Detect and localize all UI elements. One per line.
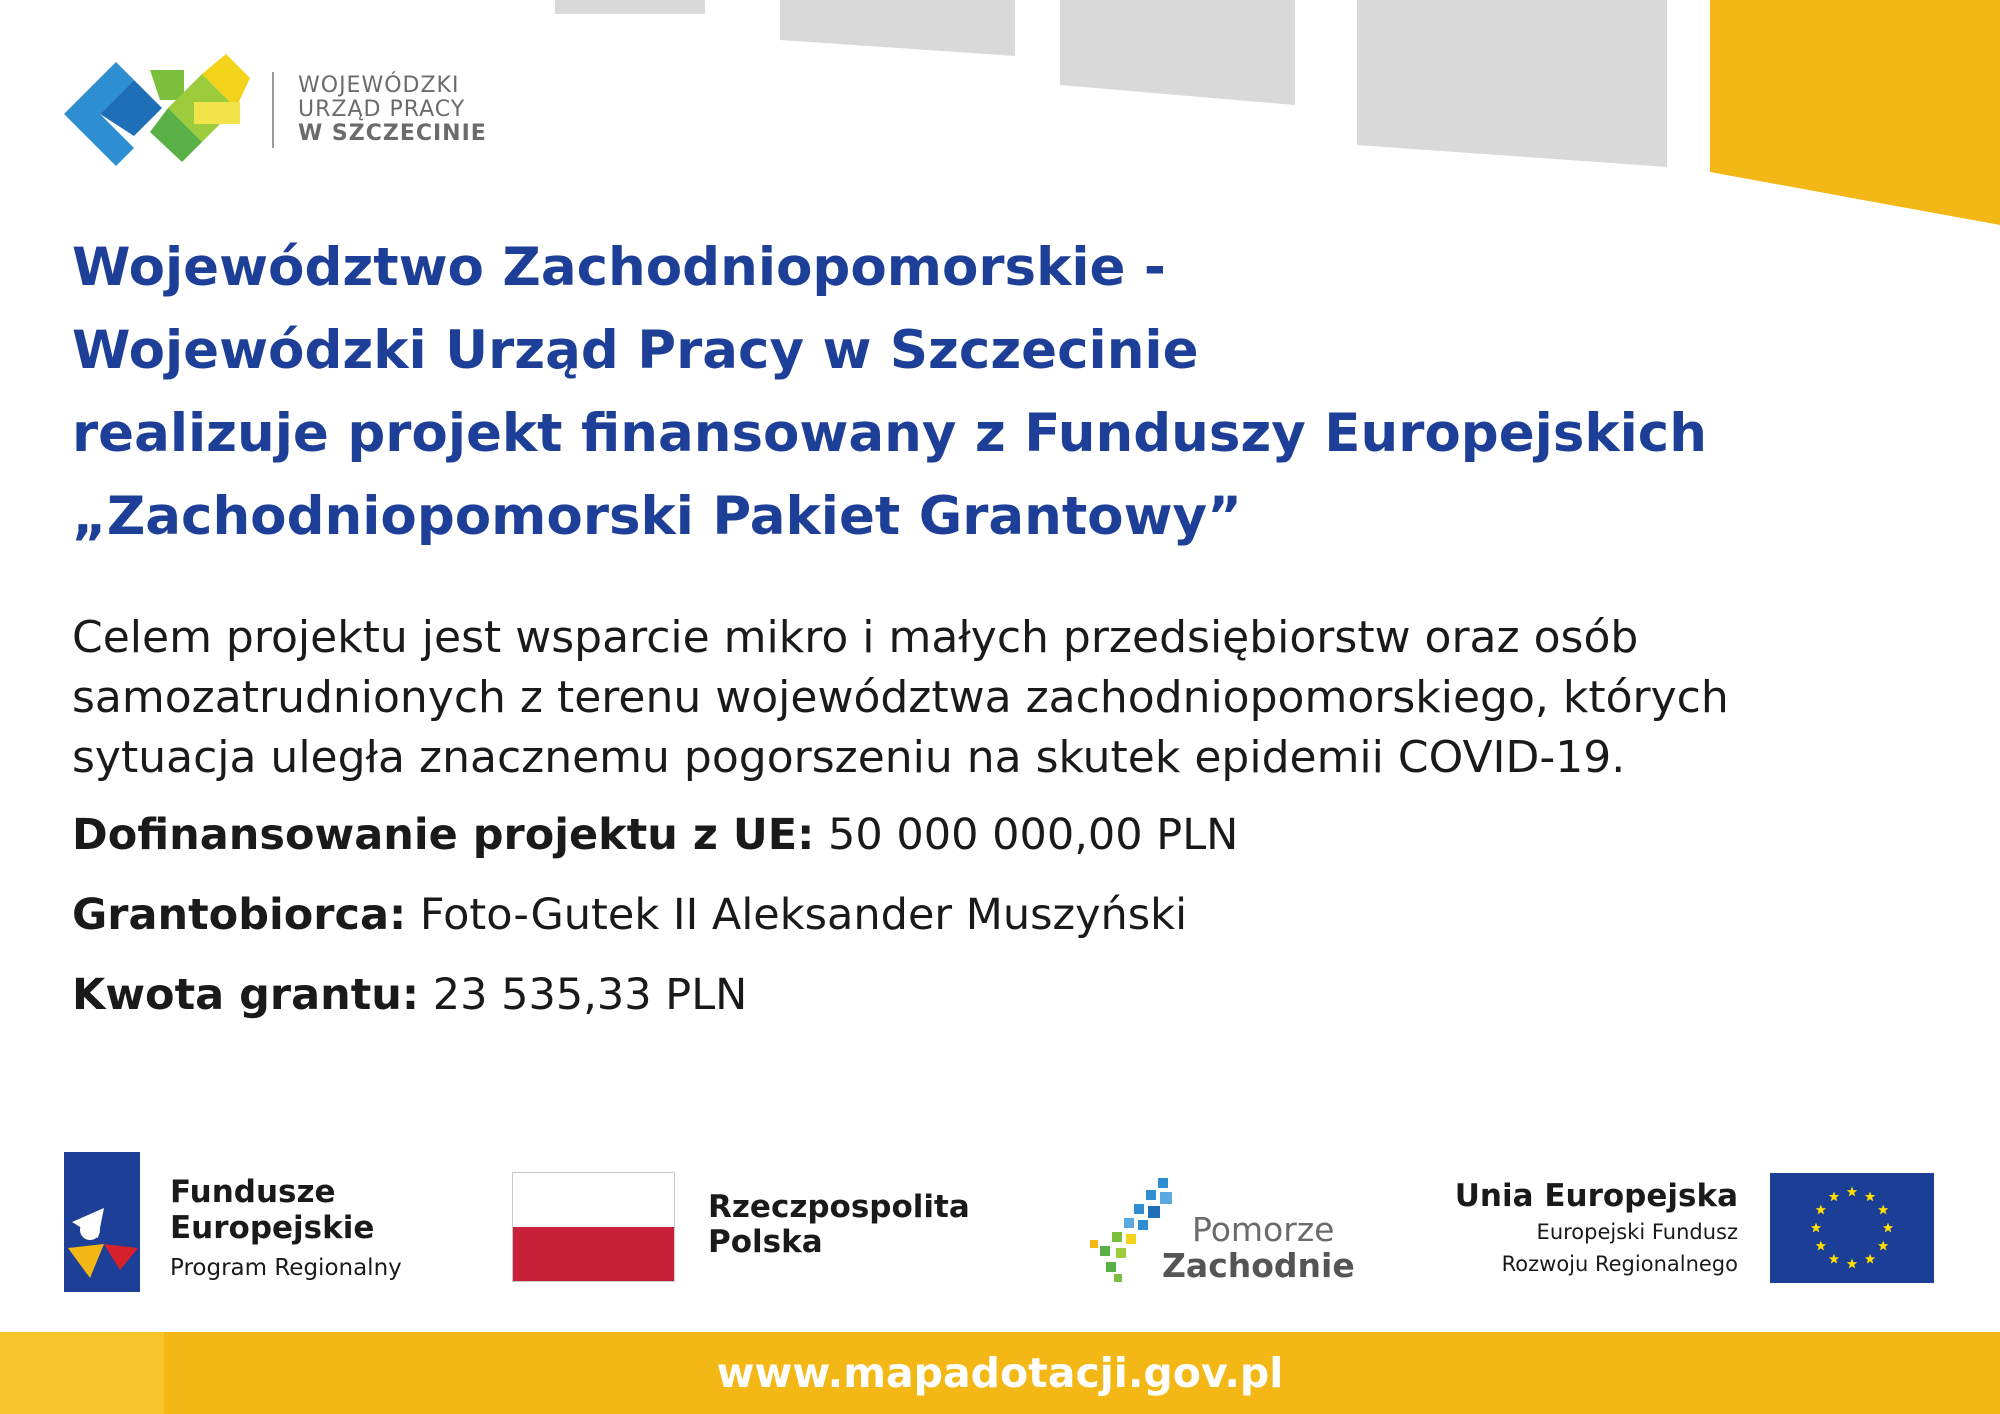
grantee-row bbox=[72, 890, 1187, 940]
headline bbox=[72, 226, 1772, 558]
eu-star-icon bbox=[1878, 1241, 1888, 1251]
headline-line: „Zachodniopomorski Pakiet Grantowy” bbox=[72, 486, 1242, 547]
poland-flag-icon bbox=[512, 1172, 675, 1282]
eu-star-icon bbox=[1816, 1241, 1826, 1251]
grant-amount-value: 23 535,33 PLN bbox=[432, 970, 748, 1020]
footer-url-link[interactable]: www.mapadotacji.gov.pl bbox=[716, 1349, 1284, 1397]
institution-name bbox=[298, 74, 487, 146]
eu-star-icon bbox=[1811, 1223, 1821, 1233]
funding-value: 50 000 000,00 PLN bbox=[828, 810, 1239, 860]
top-strip-yellow bbox=[1710, 0, 2000, 225]
description-line: Celem projektu jest wsparcie mikro i małych przedsiębiorstw oraz osób bbox=[72, 612, 1639, 663]
grant-amount-label: Kwota grantu: bbox=[72, 970, 420, 1020]
fe-line: Europejskie bbox=[170, 1210, 375, 1246]
description-line: sytuacja uległa znacznemu pogorszeniu na skutek epidemii COVID-19. bbox=[72, 732, 1626, 783]
headline-line: Wojewódzki Urząd Pracy w Szczecinie bbox=[72, 320, 1199, 381]
eu-star-icon bbox=[1878, 1205, 1888, 1215]
eu-flag-icon bbox=[1770, 1173, 1934, 1283]
logo-divider bbox=[272, 72, 274, 148]
top-strip-2 bbox=[780, 0, 1015, 56]
eu-star-icon bbox=[1865, 1191, 1875, 1201]
headline-line: Województwo Zachodniopomorskie - bbox=[72, 237, 1166, 298]
top-strip-3 bbox=[1060, 0, 1295, 105]
rzeczpospolita-polska-text bbox=[708, 1190, 970, 1260]
ue-line: Europejski Fundusz bbox=[1536, 1220, 1738, 1244]
eu-star-icon bbox=[1829, 1254, 1839, 1264]
rp-line: Polska bbox=[708, 1224, 823, 1260]
institution-line: WOJEWÓDZKI bbox=[298, 73, 460, 98]
institution-line: URZĄD PRACY bbox=[298, 97, 466, 122]
eu-star-icon bbox=[1883, 1223, 1893, 1233]
fe-line: Program Regionalny bbox=[170, 1255, 402, 1281]
grantee-value: Foto-Gutek II Aleksander Muszyński bbox=[419, 890, 1188, 940]
description-line: samozatrudnionych z terenu województwa zachodniopomorskiego, których bbox=[72, 672, 1729, 723]
eu-star-icon bbox=[1847, 1187, 1857, 1197]
eu-star-icon bbox=[1829, 1191, 1839, 1201]
rp-line: Rzeczpospolita bbox=[708, 1189, 970, 1225]
institution-line: W SZCZECINIE bbox=[298, 121, 487, 146]
fundusze-europejskie-text bbox=[170, 1174, 402, 1286]
ue-line: Unia Europejska bbox=[1454, 1178, 1738, 1214]
pz-line: Zachodnie bbox=[1162, 1246, 1355, 1285]
pomorze-zachodnie-text bbox=[1162, 1212, 1355, 1284]
pz-line: Pomorze bbox=[1192, 1210, 1335, 1249]
project-description bbox=[72, 608, 1952, 788]
grantee-label: Grantobiorca: bbox=[72, 890, 407, 940]
eu-star-icon bbox=[1847, 1259, 1857, 1269]
wup-logo-icon bbox=[64, 52, 254, 167]
eu-star-icon bbox=[1816, 1205, 1826, 1215]
fe-line: Fundusze bbox=[170, 1174, 336, 1210]
eu-star-icon bbox=[1865, 1254, 1875, 1264]
unia-europejska-text bbox=[1455, 1176, 1738, 1280]
top-strip-1 bbox=[555, 0, 705, 14]
funding-row bbox=[72, 810, 1238, 860]
fundusze-europejskie-icon bbox=[64, 1152, 140, 1292]
top-strip-4 bbox=[1357, 0, 1667, 167]
ue-line: Rozwoju Regionalnego bbox=[1501, 1252, 1738, 1276]
headline-line: realizuje projekt finansowany z Funduszy Europejskich bbox=[72, 403, 1707, 464]
funding-label: Dofinansowanie projektu z UE: bbox=[72, 810, 815, 860]
grant-amount-row bbox=[72, 970, 747, 1020]
